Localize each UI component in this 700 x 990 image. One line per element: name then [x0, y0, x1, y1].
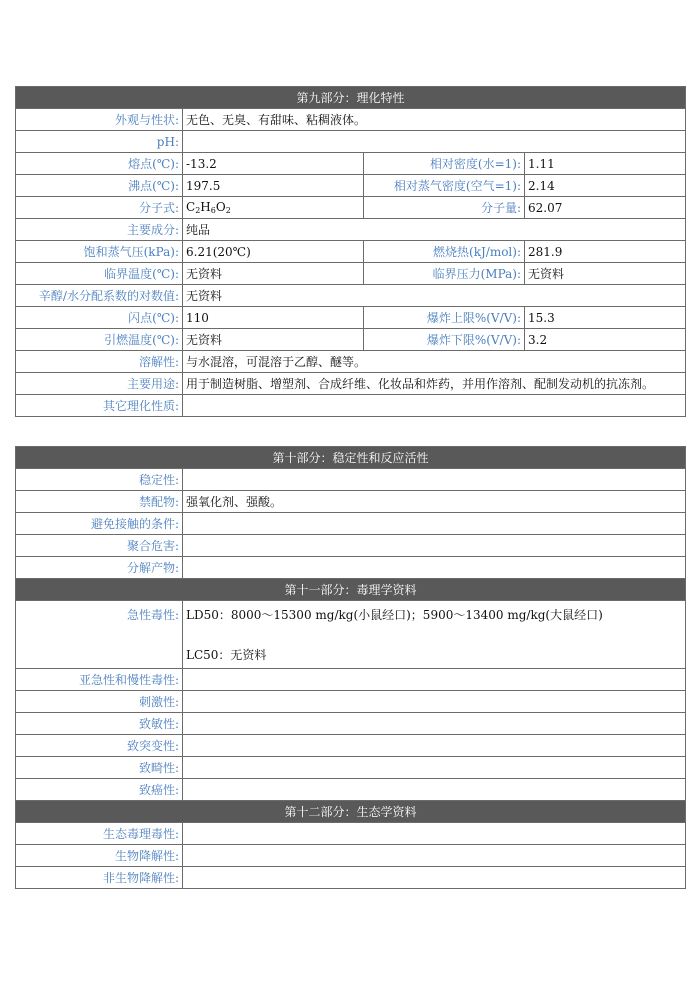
relative-vapor-density-value: 2.14 [525, 175, 686, 197]
lower-explosive-limit-label: 爆炸下限%(V/V): [364, 329, 525, 351]
solubility-label: 溶解性: [16, 351, 183, 373]
critical-pressure-label: 临界压力(MPa): [364, 263, 525, 285]
combustion-heat-value: 281.9 [525, 241, 686, 263]
main-uses-label: 主要用途: [16, 373, 183, 395]
conditions-to-avoid-value [183, 513, 686, 535]
non-biodegradability-value [183, 867, 686, 889]
acute-ld50: LD50：8000～15300 mg/kg(小鼠经口)；5900～13400 mg/kg(大鼠经口) [186, 608, 603, 622]
ecotoxicity-value [183, 823, 686, 845]
formula-c-count: 2 [195, 206, 201, 215]
mutagenicity-label: 致突变性: [16, 735, 183, 757]
upper-explosive-limit-value: 15.3 [525, 307, 686, 329]
main-uses-value: 用于制造树脂、增塑剂、合成纤维、化妆品和炸药，并用作溶剂、配制发动机的抗冻剂。 [183, 373, 686, 395]
boiling-point-value: 197.5 [183, 175, 364, 197]
critical-pressure-value: 无资料 [525, 263, 686, 285]
ignition-temperature-value: 无资料 [183, 329, 364, 351]
other-properties-label: 其它理化性质: [16, 395, 183, 417]
upper-explosive-limit-label: 爆炸上限%(V/V): [364, 307, 525, 329]
formula-value [183, 197, 364, 219]
molecular-weight-value: 62.07 [525, 197, 686, 219]
appearance-label: 外观与性状: [16, 109, 183, 131]
relative-vapor-density-label: 相对蒸气密度(空气=1): [364, 175, 525, 197]
formula-o-count: 2 [225, 206, 231, 215]
ignition-temperature-label: 引燃温度(℃): [16, 329, 183, 351]
biodegradability-label: 生物降解性: [16, 845, 183, 867]
appearance-value: 无色、无臭、有甜味、粘稠液体。 [183, 109, 686, 131]
molecular-weight-label: 分子量: [364, 197, 525, 219]
incompatible-materials-label: 禁配物: [16, 491, 183, 513]
flash-point-value: 110 [183, 307, 364, 329]
decomposition-products-value [183, 557, 686, 579]
boiling-point-label: 沸点(℃): [16, 175, 183, 197]
flash-point-label: 闪点(℃): [16, 307, 183, 329]
sensitization-value [183, 713, 686, 735]
vapor-pressure-value: 6.21(20℃) [183, 241, 364, 263]
polymerization-hazard-value [183, 535, 686, 557]
combustion-heat-label: 燃烧热(kJ/mol): [364, 241, 525, 263]
subacute-toxicity-label: 亚急性和慢性毒性: [16, 669, 183, 691]
ecotoxicity-label: 生态毒理毒性: [16, 823, 183, 845]
lower-explosive-limit-value: 3.2 [525, 329, 686, 351]
log-kow-label: 辛醇/水分配系数的对数值: [16, 285, 183, 307]
melting-point-value: -13.2 [183, 153, 364, 175]
subacute-toxicity-value [183, 669, 686, 691]
formula-label: 分子式: [16, 197, 183, 219]
acute-toxicity-label: 急性毒性: [16, 601, 183, 669]
log-kow-value: 无资料 [183, 285, 686, 307]
melting-point-label: 熔点(℃): [16, 153, 183, 175]
section10-title: 第十部分：稳定性和反应活性 [16, 447, 686, 469]
critical-temperature-label: 临界温度(℃): [16, 263, 183, 285]
teratogenicity-value [183, 757, 686, 779]
sensitization-label: 致敏性: [16, 713, 183, 735]
formula-h: H [200, 200, 211, 214]
relative-density-label: 相对密度(水=1): [364, 153, 525, 175]
polymerization-hazard-label: 聚合危害: [16, 535, 183, 557]
main-component-label: 主要成分: [16, 219, 183, 241]
ph-value [183, 131, 686, 153]
acute-lc50: LC50：无资料 [186, 648, 267, 662]
carcinogenicity-value [183, 779, 686, 801]
formula-o: O [215, 200, 226, 214]
section11-title: 第十一部分：毒理学资料 [16, 579, 686, 601]
decomposition-products-label: 分解产物: [16, 557, 183, 579]
section9-table [15, 86, 686, 417]
irritation-value [183, 691, 686, 713]
vapor-pressure-label: 饱和蒸气压(kPa): [16, 241, 183, 263]
formula-h-count: 6 [210, 206, 216, 215]
stability-label: 稳定性: [16, 469, 183, 491]
section9-title: 第九部分：理化特性 [16, 87, 686, 109]
main-component-value: 纯品 [183, 219, 686, 241]
relative-density-value: 1.11 [525, 153, 686, 175]
other-properties-value [183, 395, 686, 417]
acute-toxicity-value [183, 601, 686, 669]
section12-title: 第十二部分：生态学资料 [16, 801, 686, 823]
section10-12-table [15, 446, 686, 889]
biodegradability-value [183, 845, 686, 867]
ph-label: pH: [16, 131, 183, 153]
incompatible-materials-value: 强氧化剂、强酸。 [183, 491, 686, 513]
non-biodegradability-label: 非生物降解性: [16, 867, 183, 889]
irritation-label: 刺激性: [16, 691, 183, 713]
formula-c: C [186, 200, 196, 214]
critical-temperature-value: 无资料 [183, 263, 364, 285]
stability-value [183, 469, 686, 491]
conditions-to-avoid-label: 避免接触的条件: [16, 513, 183, 535]
carcinogenicity-label: 致癌性: [16, 779, 183, 801]
mutagenicity-value [183, 735, 686, 757]
teratogenicity-label: 致畸性: [16, 757, 183, 779]
solubility-value: 与水混溶，可混溶于乙醇、醚等。 [183, 351, 686, 373]
